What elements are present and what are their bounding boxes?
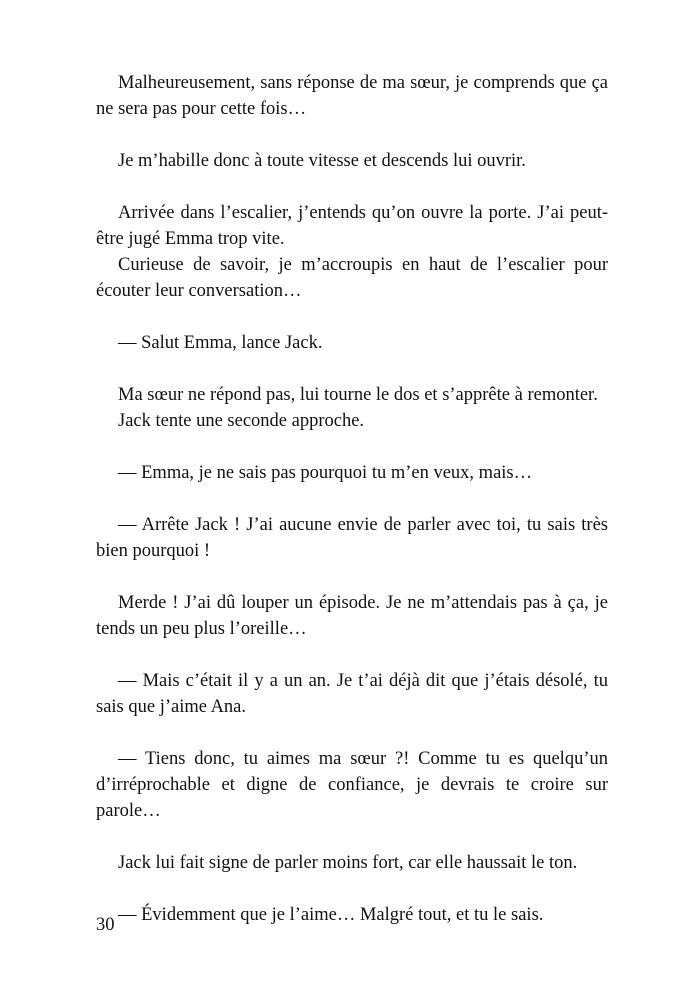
paragraph: — Évidemment que je l’aime… Malgré tout, et tu le sais. <box>118 905 544 925</box>
paragraph: Ma sœur ne répond pas, lui tourne le dos et s’apprête à remonter. <box>118 385 598 405</box>
paragraph: — Mais c’était il y a un an. Je t’ai déjà dit que j’étais désolé, tu sais que j’aime Ana. <box>96 671 608 717</box>
paragraph: Arrivée dans l’escalier, j’entends qu’on ouvre la porte. J’ai peut-être jugé Emma trop vite. <box>96 203 608 249</box>
page-number: 30 <box>96 915 115 935</box>
paragraph: — Arrête Jack ! J’ai aucune envie de parler avec toi, tu sais très bien pourquoi ! <box>96 515 608 561</box>
paragraph: — Salut Emma, lance Jack. <box>118 333 323 353</box>
paragraph: — Tiens donc, tu aimes ma sœur ?! Comme tu es quelqu’un d’irréprochable et digne de confiance, je devrais te croire sur parole… <box>96 749 608 821</box>
paragraph: Jack lui fait signe de parler moins fort, car elle haussait le ton. <box>118 853 578 873</box>
paragraph: Jack tente une seconde approche. <box>118 411 365 431</box>
paragraph: — Emma, je ne sais pas pourquoi tu m’en veux, mais… <box>118 463 533 483</box>
paragraph: Je m’habille donc à toute vitesse et descends lui ouvrir. <box>118 151 526 171</box>
paragraph: Malheureusement, sans réponse de ma sœur, je comprends que ça ne sera pas pour cette fois… <box>96 73 608 119</box>
paragraph: Curieuse de savoir, je m’accroupis en haut de l’escalier pour écouter leur conversation… <box>96 255 608 301</box>
page-body <box>96 70 608 928</box>
paragraph: Merde ! J’ai dû louper un épisode. Je ne m’attendais pas à ça, je tends un peu plus l’oreille… <box>96 593 608 639</box>
